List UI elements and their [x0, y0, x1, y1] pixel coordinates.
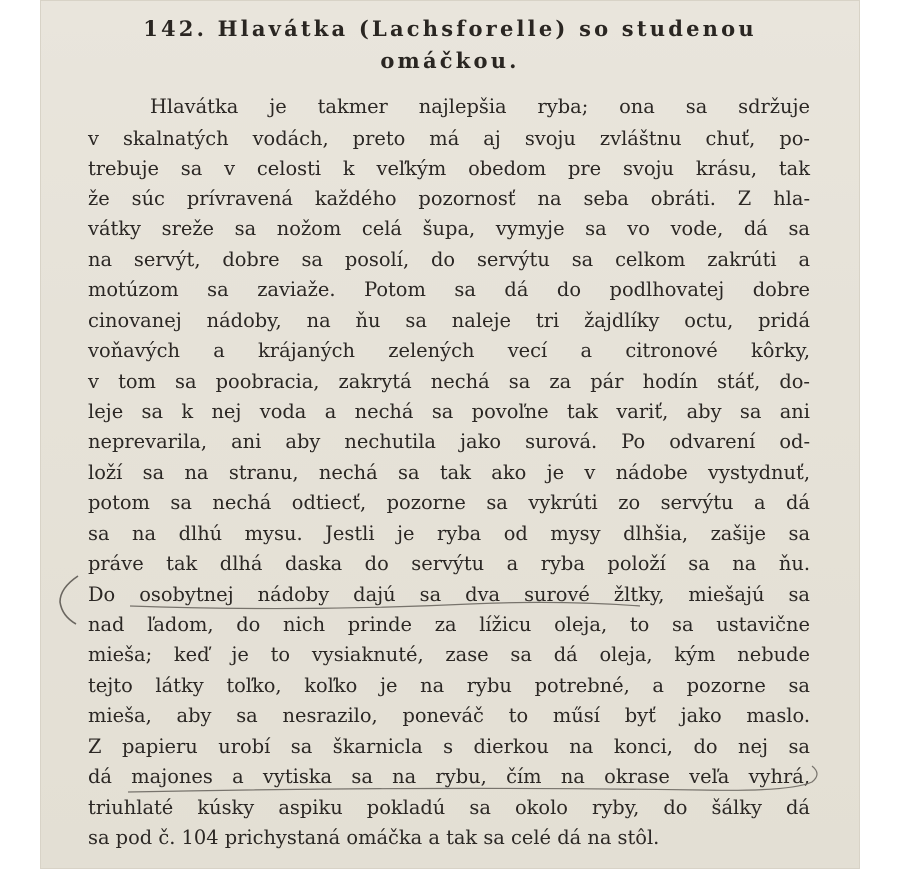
book-page — [40, 0, 860, 869]
recipe-text-line: Hlavátka je takmer najlepšia ryba; ona sa sdržuje — [150, 95, 810, 118]
recipe-text-line: trebuje sa v celosti k veľkým obedom pre svoju krásu, tak — [88, 157, 810, 180]
recipe-text-line: loží sa na stranu, nechá sa tak ako je v nádobe vystydnuť, — [88, 461, 810, 484]
recipe-text-line: voňavých a krájaných zelených vecí a citronové kôrky, — [88, 339, 810, 362]
recipe-text-line: v skalnatých vodách, preto má aj svoju zvláštnu chuť, po- — [88, 127, 810, 150]
recipe-text-line: neprevarila, ani aby nechutila jako surová. Po odvarení od- — [88, 430, 810, 453]
recipe-text-line: vátky sreže sa nožom celá šupa, vymyje sa vo vode, dá sa — [88, 217, 810, 240]
recipe-text-line: dá majones a vytiska sa na rybu, čím na okrase veľa vyhrá, — [88, 765, 810, 788]
recipe-text-line: v tom sa poobracia, zakrytá nechá sa za pár hodín stáť, do- — [88, 370, 810, 393]
recipe-text-line: nad ľadom, do nich prinde za lížicu oleja, to sa ustavične — [88, 613, 810, 636]
recipe-text-line: motúzom sa zaviaže. Potom sa dá do podlhovatej dobre — [88, 278, 810, 301]
recipe-text-line: mieša, aby sa nesrazilo, poneváč to műsí byť jako maslo. — [88, 704, 810, 727]
recipe-text-line: že súc prívravená každého pozornosť na seba obráti. Z hla- — [88, 187, 810, 210]
recipe-text-line: triuhlaté kúsky aspiku pokladú sa okolo ryby, do šálky dá — [88, 796, 810, 819]
recipe-title: 142. Hlavátka (Lachsforelle) so studenou — [143, 16, 757, 41]
recipe-text-line: sa pod č. 104 prichystaná omáčka a tak sa celé dá na stôl. — [88, 826, 660, 849]
recipe-text-line: na servýt, dobre sa posolí, do servýtu sa celkom zakrúti a — [88, 248, 810, 271]
recipe-text-line: sa na dlhú mysu. Jestli je ryba od mysy dlhšia, zašije sa — [88, 522, 810, 545]
recipe-text-line: potom sa nechá odtiecť, pozorne sa vykrúti zo servýtu a dá — [88, 491, 810, 514]
recipe-text-line: tejto látky toľko, koľko je na rybu potrebné, a pozorne sa — [88, 674, 810, 697]
recipe-text-line: leje sa k nej voda a nechá sa povoľne tak variť, aby sa ani — [88, 400, 810, 423]
recipe-text-line: cinovanej nádoby, na ňu sa naleje tri žajdlíky octu, pridá — [88, 309, 810, 332]
recipe-text-line: Z papieru urobí sa škarnicla s dierkou na konci, do nej sa — [88, 735, 810, 758]
recipe-text-line: Do osobytnej nádoby dajú sa dva surové žltky, miešajú sa — [88, 583, 810, 606]
recipe-text-line: mieša; keď je to vysiaknuté, zase sa dá oleja, kým nebude — [88, 643, 810, 666]
recipe-title-continued: omáčkou. — [380, 48, 520, 73]
recipe-text-line: práve tak dlhá daska do servýtu a ryba položí sa na ňu. — [88, 552, 810, 575]
